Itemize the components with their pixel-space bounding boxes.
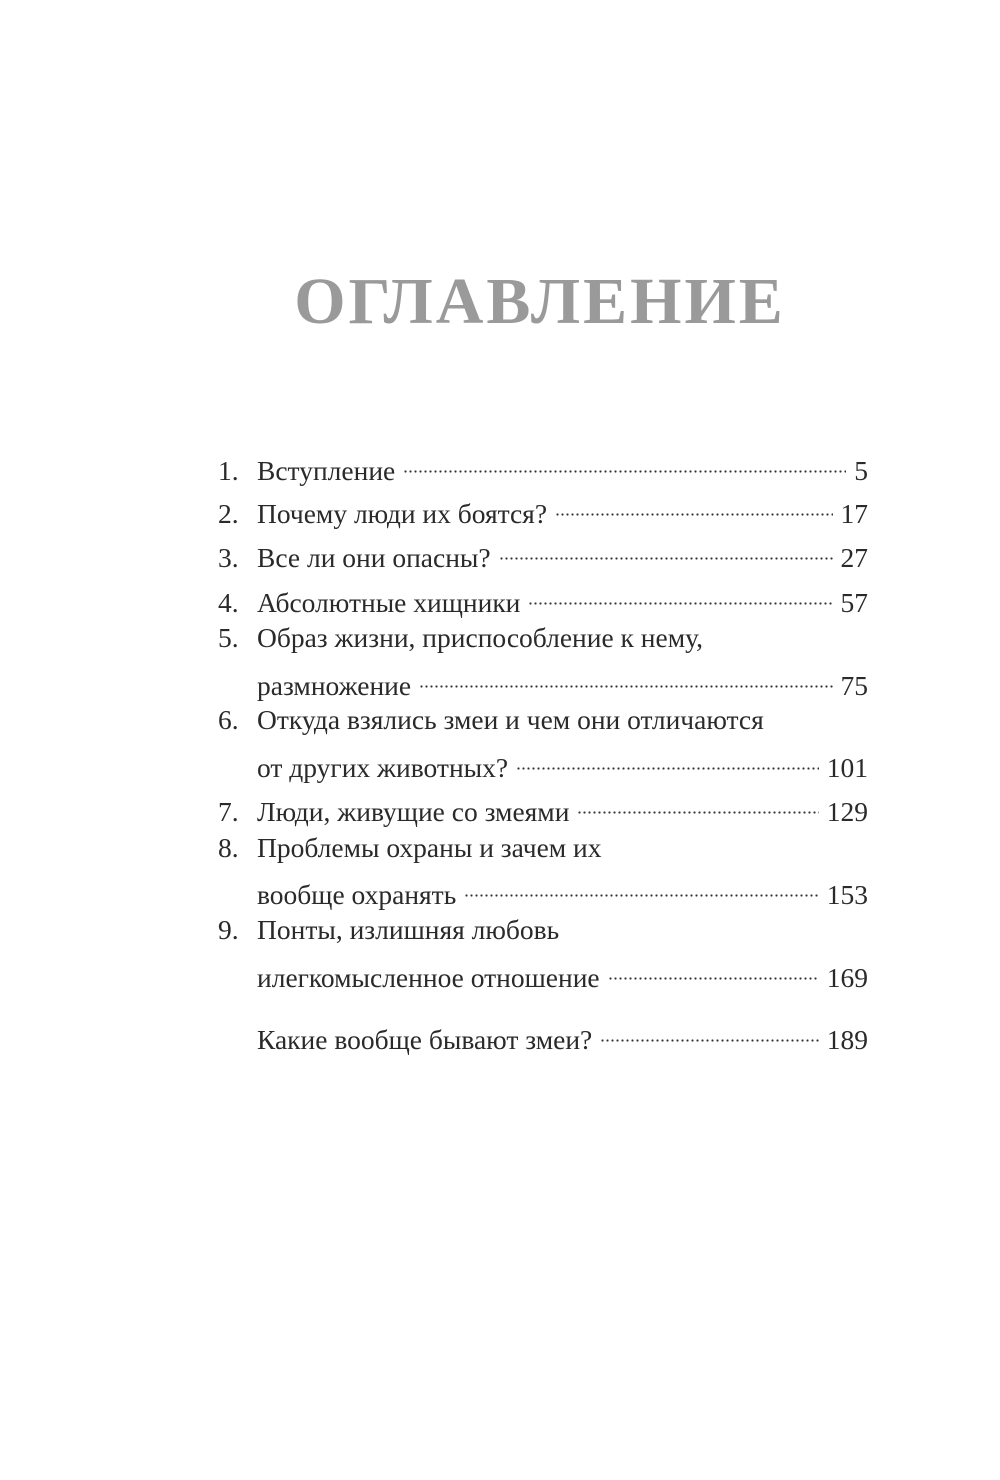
chapter-number: 5.: [218, 622, 239, 653]
page-number: 17: [840, 498, 868, 529]
chapter-title: Люди, живущие со змеями: [257, 796, 570, 827]
chapter-title: Все ли они опасны?: [257, 542, 491, 573]
chapter-title: от других животных?: [257, 752, 509, 783]
chapter-title: Понты, излишняя любовь: [257, 914, 560, 945]
toc-entry[interactable]: [218, 785, 868, 827]
chapter-title: Образ жизни, приспособление к нему,: [257, 622, 703, 653]
chapter-number: 4.: [218, 587, 239, 618]
dot-leader: [464, 868, 819, 904]
page-number: 189: [826, 1024, 868, 1055]
toc-entry-continuation[interactable]: [218, 741, 868, 783]
toc-entry-continuation[interactable]: [218, 659, 868, 701]
dot-leader: [419, 659, 832, 695]
chapter-title: размножение: [257, 670, 412, 701]
chapter-title: вообще охранять: [257, 879, 457, 910]
chapter-number: 3.: [218, 542, 239, 573]
chapter-number: 9.: [218, 914, 239, 945]
dot-leader: [555, 487, 832, 523]
chapter-number: 6.: [218, 704, 239, 735]
chapter-title: Какие вообще бывают змеи?: [257, 1024, 593, 1055]
dot-leader: [608, 951, 819, 987]
dot-leader: [499, 531, 833, 567]
page-title: ОГЛАВЛЕНИЕ: [294, 265, 786, 338]
toc-entry[interactable]: [218, 830, 868, 866]
page-number: 153: [826, 879, 868, 910]
dot-leader: [600, 1013, 818, 1049]
chapter-title: Откуда взялись змеи и чем они отличаются: [257, 704, 764, 735]
chapter-title: Проблемы охраны и зачем их: [257, 832, 602, 863]
chapter-number: 2.: [218, 498, 239, 529]
chapter-number: 7.: [218, 796, 239, 827]
chapter-title: Абсолютные хищники: [257, 587, 521, 618]
page-number: 57: [840, 587, 868, 618]
page-number: 101: [826, 752, 868, 783]
toc-entry[interactable]: [218, 487, 868, 529]
toc-entry-continuation[interactable]: [218, 868, 868, 910]
page-number: 27: [840, 542, 868, 573]
page-number: 5: [854, 455, 868, 486]
chapter-number: 1.: [218, 455, 239, 486]
toc-entry[interactable]: [218, 531, 868, 573]
dot-leader: [516, 741, 819, 777]
toc-entry[interactable]: [218, 576, 868, 618]
chapter-title: илегкомысленное отношение: [257, 962, 600, 993]
page-number: 129: [826, 796, 868, 827]
page-number: 169: [826, 962, 868, 993]
toc-entry[interactable]: [218, 620, 868, 656]
toc-entry[interactable]: [218, 702, 868, 738]
toc-entry-continuation[interactable]: [218, 951, 868, 993]
page-number: 75: [840, 670, 868, 701]
chapter-number: 8.: [218, 832, 239, 863]
dot-leader: [403, 444, 846, 480]
dot-leader: [577, 785, 818, 821]
chapter-title: Почему люди их боятся?: [257, 498, 548, 529]
toc-entry[interactable]: [218, 1013, 868, 1055]
toc-entry[interactable]: [218, 444, 868, 486]
toc-entry[interactable]: [218, 912, 868, 948]
dot-leader: [528, 576, 832, 612]
chapter-title: Вступление: [257, 455, 396, 486]
